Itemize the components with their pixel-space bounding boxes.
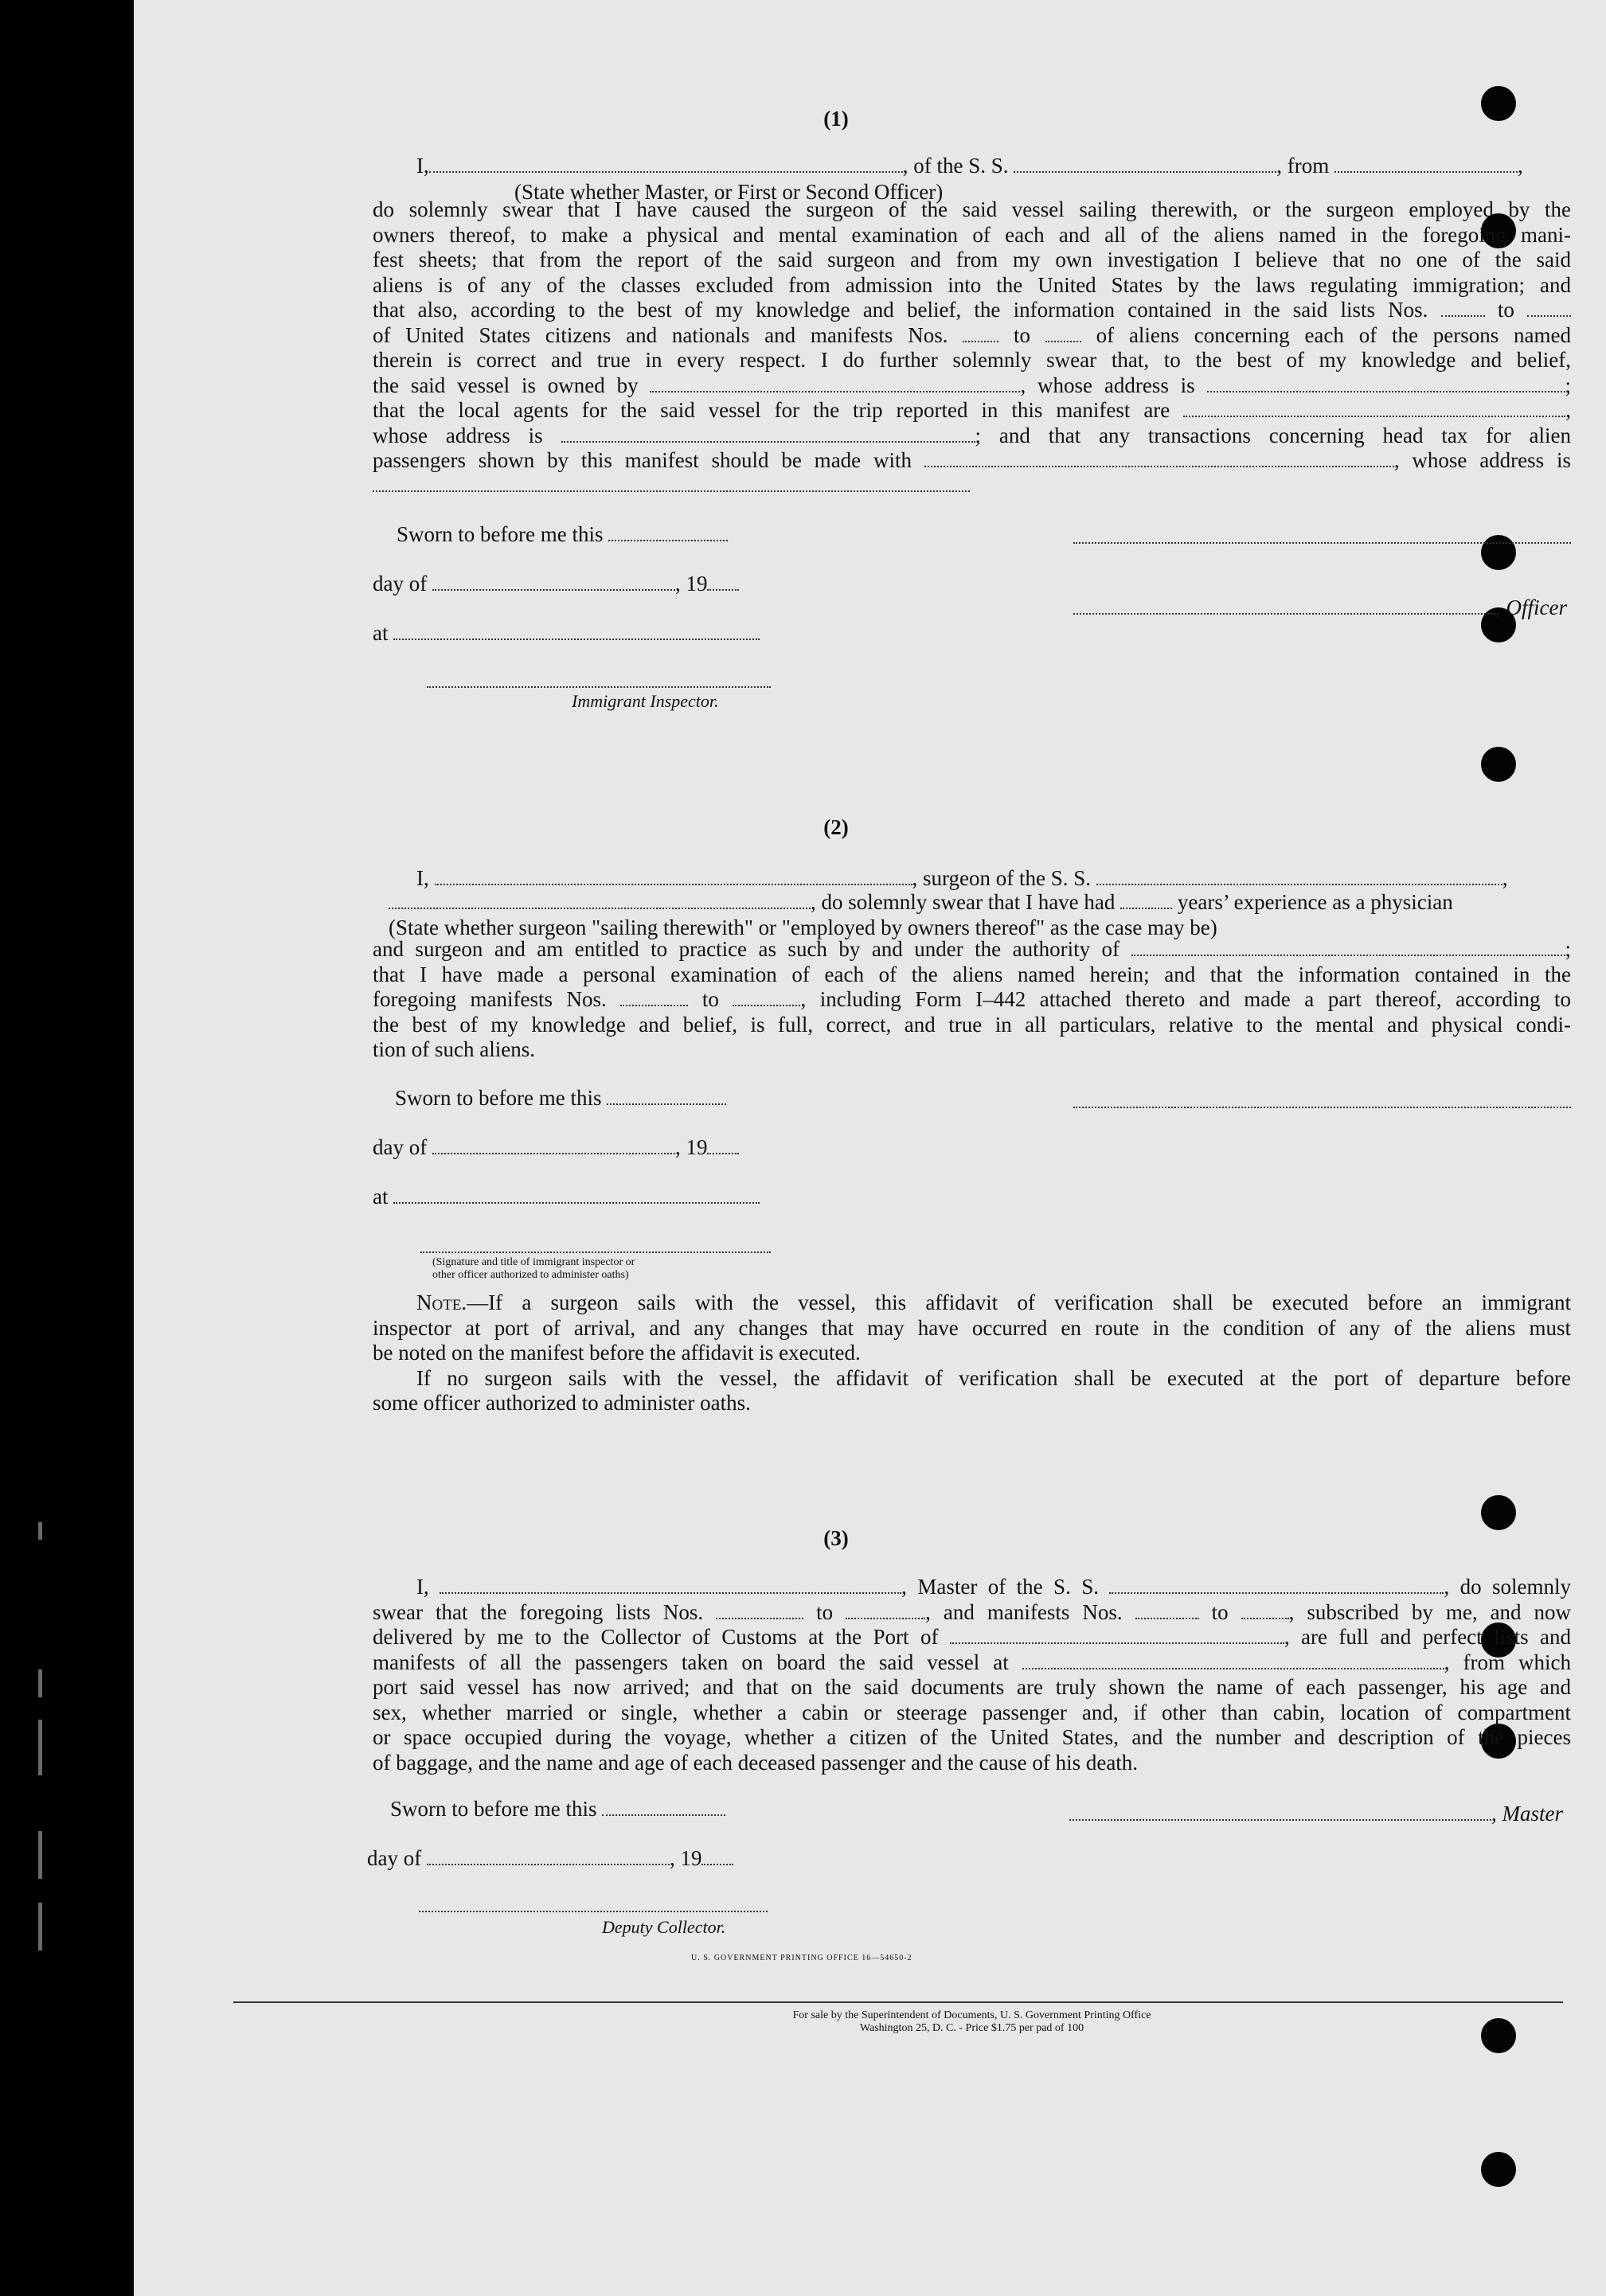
manifests-from-blank[interactable] — [963, 325, 998, 342]
officer-name-blank[interactable] — [429, 155, 903, 173]
surgeon-manifests-to-blank[interactable] — [733, 989, 800, 1006]
section-3-day-of: day of , 19 — [367, 1846, 733, 1871]
boarding-port-blank[interactable] — [1022, 1652, 1444, 1669]
sworn-day-blank[interactable] — [608, 524, 728, 541]
local-agents-blank[interactable] — [1183, 400, 1565, 417]
surgeon-signature-line[interactable] — [1073, 1107, 1571, 1108]
master-signature: , Master — [1069, 1802, 1563, 1826]
lists-to-blank[interactable] — [1527, 299, 1571, 317]
surgeon-sworn-month-blank[interactable] — [432, 1137, 675, 1154]
immigrant-inspector-signature-line[interactable] — [427, 686, 771, 688]
binder-hole — [1481, 1495, 1516, 1530]
from-port-blank[interactable] — [1334, 155, 1518, 173]
section-1-sworn: Sworn to before me this — [397, 522, 728, 547]
officer-signature-top-line[interactable] — [1073, 542, 1571, 544]
surgeon-name-blank[interactable] — [435, 868, 912, 885]
head-tax-address-blank[interactable] — [373, 490, 970, 492]
master-sworn-day-blank[interactable] — [602, 1798, 725, 1816]
head-tax-agent-blank[interactable] — [924, 450, 1394, 467]
surgeon-sworn-year-blank[interactable] — [707, 1137, 739, 1154]
section-2-heading: (2) — [823, 815, 849, 839]
agents-address-blank[interactable] — [561, 425, 975, 443]
administering-officer-signature-line[interactable] — [420, 1251, 771, 1253]
section-1-oath: do solemnly swear that I have caused the surgeon of the said vessel sailing therewith, or the surgeon employed by the owners thereof, to make a physical and mental examination of each and all of the aliens named in the foregoing mani- fest sheets; that from the report of the said surgeon and from my own investigation I believe that no one of the said aliens is of any of the classes excluded from admission into the United States by the laws regulating immigration; and that also, according to the best of my knowledge and belief, the information contained in the said lists Nos. to of United States citizens and nationals and manifests Nos. to of aliens concerning each of the persons named therein is correct and true in every respect. I do further solemnly swear that, to the best of my knowledge and belief, the said vessel is owned by , whose address is ; that the local agents for the said vessel for the trip reported in this manifest are , whose address is ; and that any transactions concerning head tax for alien passengers shown by this manifest should be made with , whose address is — [373, 197, 1572, 472]
film-scratch — [38, 1720, 42, 1775]
binder-hole — [1481, 2152, 1516, 2187]
form-page — [134, 0, 1606, 2296]
section-2-oath: and surgeon and am entitled to practice as such by and under the authority of ; that I have made a personal examination of each of the aliens named herein; and that the information contained in the foregoing manifests Nos. to , including Form I–442 attached thereto and made a part thereof, according to the best of my knowledge and belief, is full, correct, and true in all particulars, relative to the mental and physical condi- tion of such aliens. — [373, 937, 1572, 1061]
master-sworn-month-blank[interactable] — [427, 1848, 670, 1865]
master-manifests-from-blank[interactable] — [1135, 1602, 1199, 1619]
footer-sale-line: For sale by the Superintendent of Documents, U. S. Government Printing Office — [792, 2009, 1151, 2021]
section-2-second-line: , do solemnly swear that I have had years’ experience as a physician — [389, 890, 1453, 915]
section-3-heading: (3) — [823, 1526, 849, 1550]
binder-hole — [1481, 86, 1516, 121]
film-scratch — [38, 1831, 42, 1879]
owner-address-blank[interactable] — [1207, 375, 1565, 392]
section-3-oath: I, , Master of the S. S. , do solemnly swear that the foregoing lists Nos. to , and manifests Nos. to , subscribed by me, and now delivered by me to the Collector of Customs at the Port of , are full and perfect lists and manifests of all the passengers taken on board the said vessel at , from which port said vessel has now arrived; and that on the said documents are truly shown the name of each passenger, his age and sex, whether married or single, whether a cabin or steerage passenger and, if other than cabin, location of compartment or space occupied during the voyage, whether a citizen of the United States, and the number and description of the pieces of baggage, and the name and age of each deceased passenger and the cause of his death. — [373, 1575, 1572, 1775]
immigrant-inspector-caption: Immigrant Inspector. — [572, 691, 719, 711]
section-1-at: at — [373, 621, 760, 646]
vessel-name-blank[interactable] — [1014, 155, 1276, 173]
surgeon-sworn-place-blank[interactable] — [393, 1186, 760, 1204]
binder-hole — [1481, 747, 1516, 782]
master-signature-blank[interactable] — [1069, 1803, 1491, 1821]
officer-caption: (State whether Master, or First or Second Officer) — [514, 180, 944, 204]
master-name-blank[interactable] — [440, 1576, 901, 1594]
surgeon-sworn-day-blank[interactable] — [607, 1087, 726, 1105]
owner-blank[interactable] — [650, 375, 1020, 392]
film-scratch — [38, 1522, 42, 1540]
binder-hole — [1481, 535, 1516, 570]
customs-port-blank[interactable] — [950, 1626, 1284, 1644]
deputy-collector-signature-line[interactable] — [419, 1911, 768, 1912]
section-1-day-of: day of , 19 — [373, 572, 739, 596]
master-manifests-to-blank[interactable] — [1241, 1602, 1289, 1619]
master-lists-to-blank[interactable] — [846, 1602, 925, 1619]
surgeon-vessel-blank[interactable] — [1096, 868, 1502, 885]
surgeon-caption: (State whether surgeon "sailing therewith" or "employed by owners thereof" as the case may be) — [389, 916, 1217, 939]
lists-from-blank[interactable] — [1441, 299, 1485, 317]
section-1-first-line: I, , of the S. S. , from , — [416, 154, 1523, 178]
section-2-first-line: I, , surgeon of the S. S. , — [416, 866, 1508, 890]
section-2-at: at — [373, 1185, 760, 1209]
master-vessel-blank[interactable] — [1109, 1576, 1444, 1594]
surgeon-status-blank[interactable] — [389, 892, 811, 909]
section-3-sworn: Sworn to before me this — [390, 1797, 725, 1822]
film-scratch — [38, 1669, 42, 1697]
years-experience-blank[interactable] — [1120, 892, 1172, 909]
signature-caption-1: (Signature and title of immigrant inspector or — [432, 1256, 635, 1268]
authority-blank[interactable] — [1131, 939, 1565, 956]
section-2-sworn: Sworn to before me this — [395, 1086, 726, 1111]
note-paragraph: Note.—If a surgeon sails with the vessel, this affidavit of verification shall be executed before an immigrant inspector at port of arrival, and any changes that may have occurred en route in the condition of any of the aliens must be noted on the manifest before the affidavit is executed. If no surgeon sails with the vessel, the affidavit of verification shall be executed at the port of departure before some officer authorized to administer oaths. — [373, 1291, 1571, 1415]
signature-caption-2: other officer authorized to administer oaths) — [432, 1269, 629, 1281]
master-sworn-year-blank[interactable] — [701, 1848, 733, 1865]
section-1-heading: (1) — [823, 107, 849, 131]
sworn-year-blank[interactable] — [707, 573, 739, 591]
footer-rule — [233, 2001, 1563, 2003]
sworn-place-blank[interactable] — [393, 623, 760, 640]
manifests-to-blank[interactable] — [1045, 325, 1081, 342]
officer-signature: , Officer — [1073, 595, 1567, 620]
gpo-imprint: U. S. GOVERNMENT PRINTING OFFICE 16—54650-2 — [691, 1954, 912, 1962]
deputy-collector-caption: Deputy Collector. — [602, 1917, 726, 1937]
sworn-month-blank[interactable] — [432, 573, 675, 591]
surgeon-manifests-from-blank[interactable] — [620, 989, 688, 1006]
section-2-day-of: day of , 19 — [373, 1135, 739, 1160]
officer-signature-blank[interactable] — [1073, 597, 1495, 615]
master-lists-from-blank[interactable] — [716, 1602, 803, 1619]
footer-price-line: Washington 25, D. C. - Price $1.75 per pad of 100 — [859, 2022, 1084, 2034]
film-scratch — [38, 1903, 42, 1950]
